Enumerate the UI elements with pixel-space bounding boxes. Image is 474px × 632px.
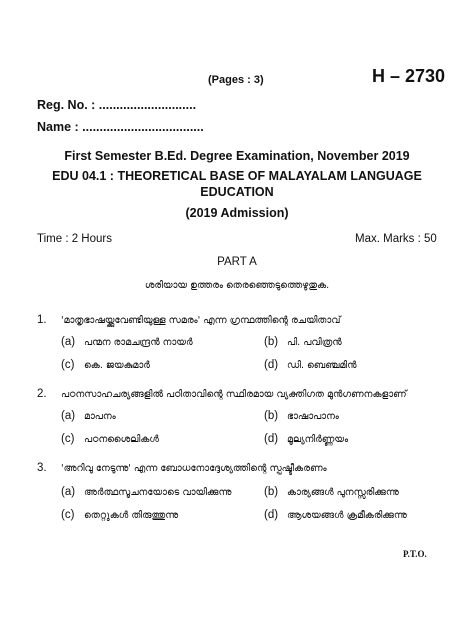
paper-title-line-1: EDU 04.1 : THEORETICAL BASE OF MALAYALAM LANGUAGE [52, 169, 422, 183]
paper-title-line-2: EDUCATION [200, 185, 274, 199]
question-2-option-b-label: (b) [264, 410, 279, 422]
max-marks: Max. Marks : 50 [355, 233, 437, 245]
question-2-option-d-label: (d) [264, 433, 279, 445]
question-3-option-c-label: (c) [61, 509, 75, 521]
question-1-option-b-label: (b) [264, 336, 279, 348]
page-count: (Pages : 3) [208, 74, 264, 86]
exam-duration: Time : 2 Hours [37, 233, 112, 245]
question-2-number: 2. [37, 388, 47, 400]
question-2-option-b-text: ഭാഷാപാനം [287, 411, 339, 422]
question-3-number: 3. [37, 462, 47, 474]
question-3-option-a-label: (a) [61, 486, 76, 498]
part-heading: PART A [217, 256, 257, 268]
exam-title: First Semester B.Ed. Degree Examination, November 2019 [64, 149, 410, 163]
question-2-option-a-label: (a) [61, 410, 76, 422]
question-3-option-b-text: കാര്യങ്ങൾ പുനസ്സരിക്കുന്നു [287, 487, 399, 498]
question-3-option-d-text: ആശയങ്ങൾ ക്രമീകരിക്കുന്നു [287, 510, 407, 521]
question-3-text: 'അറിവു നേടുന്നു' എന്ന ബോധനോദ്ദേശ്യത്തിന്റെ സ്പഷ്ടീകരണം [61, 463, 327, 474]
question-1-number: 1. [37, 314, 47, 326]
question-1-option-c-label: (c) [61, 359, 75, 371]
name-field: Name : ................................... [37, 120, 204, 134]
question-3-option-d-label: (d) [264, 509, 279, 521]
question-1-option-b-text: പി. പവിത്രൻ [287, 337, 342, 348]
question-2-option-c-text: പഠനശൈലികൾ [84, 434, 159, 445]
reg-no-field: Reg. No. : ............................ [37, 98, 197, 112]
paper-code: H – 2730 [372, 66, 446, 86]
part-instruction: ശരിയായ ഉത്തരം തെരഞ്ഞെടുത്തെഴുതുക. [144, 280, 330, 291]
question-2-option-d-text: മൂല്യനിർണ്ണയം [287, 434, 349, 445]
question-1-option-c-text: കെ. ജയകുമാർ [84, 360, 150, 371]
question-3-option-b-label: (b) [264, 486, 279, 498]
question-2-text: പഠനസാഹചര്യങ്ങളിൽ പഠിതാവിന്റെ സ്ഥിരമായ വ്യക്തിഗത മുൻഗണനകളാണ് [61, 389, 407, 400]
question-1-option-a-label: (a) [61, 336, 76, 348]
question-3-option-c-text: തെറ്റുകൾ തിരുത്തുന്നു [84, 510, 179, 521]
question-3-option-a-text: അർത്ഥസൂചനയോടെ വായിക്കുന്നു [84, 487, 232, 498]
question-1-option-d-text: ഡി. ബെഞ്ചമിൻ [287, 360, 357, 371]
question-2-option-a-text: മാപനം [84, 411, 116, 422]
please-turn-over: P.T.O. [403, 549, 427, 559]
question-1-option-d-label: (d) [264, 359, 279, 371]
question-1-option-a-text: പന്മന രാമചന്ദ്രൻ നായർ [84, 337, 193, 348]
question-2-option-c-label: (c) [61, 433, 75, 445]
question-1-text: 'മാതൃഭാഷയ്ക്കുവേണ്ടിയുള്ള സമരം' എന്ന ഗ്രന്ഥത്തിന്റെ രചയിതാവ് [61, 315, 341, 326]
admission-year: (2019 Admission) [185, 206, 289, 220]
